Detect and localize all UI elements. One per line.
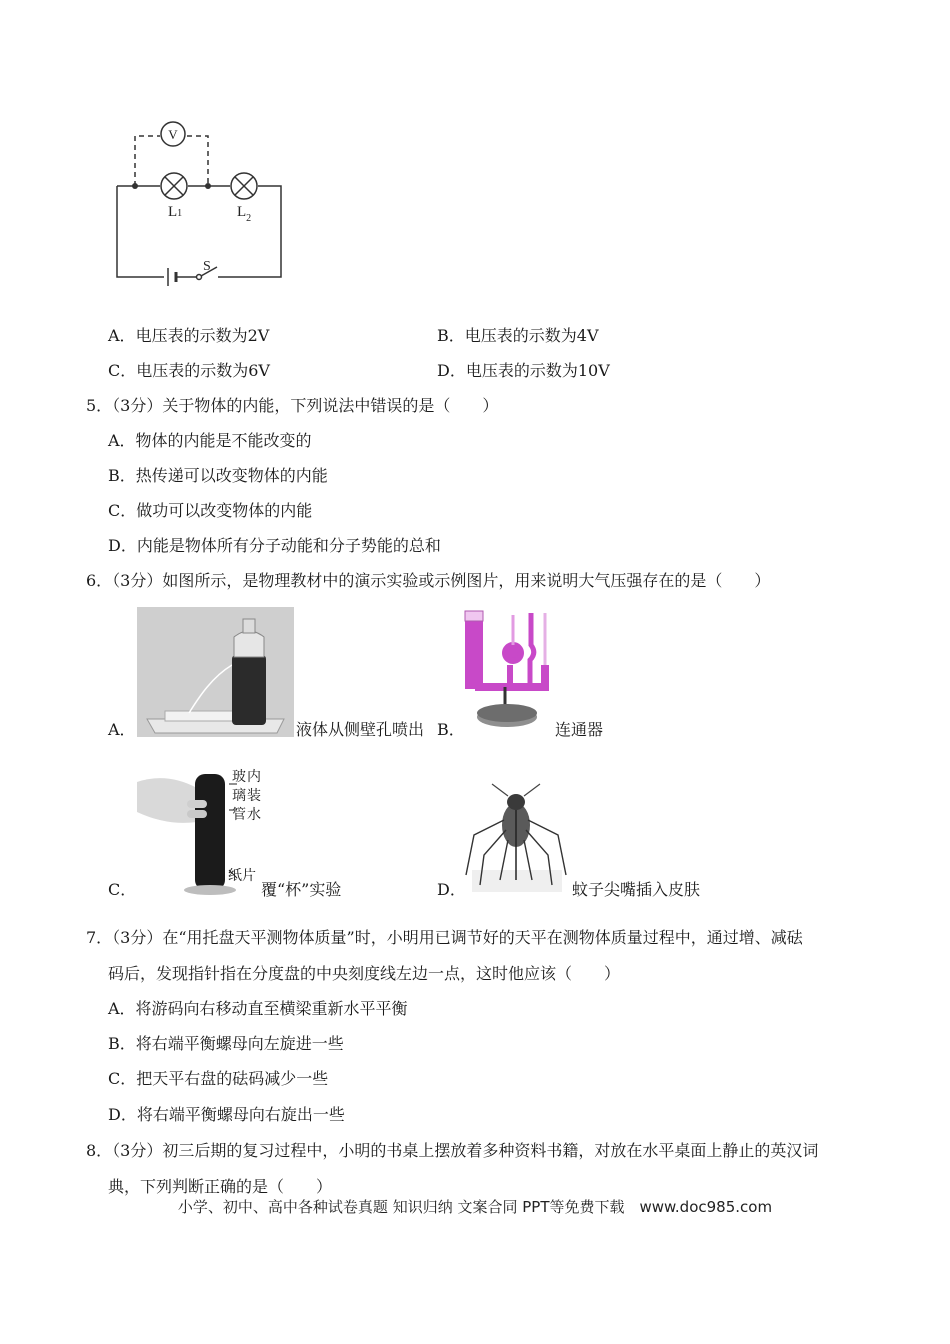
q8-stem-line2: 典，下列判断正确的是（ ） [108, 1177, 333, 1196]
svg-text:L2 [237, 204, 251, 224]
lamp1-subscript: 1 [177, 208, 183, 219]
q7-option-c: C．把天平右盘的砝码减少一些 [108, 1069, 329, 1088]
lamp1-label: L [168, 204, 178, 220]
tube-label-char: 管 [232, 807, 246, 823]
option-letter: B． [437, 326, 465, 345]
tube-label-char: 玻 [232, 769, 246, 785]
q4-option-c [108, 361, 270, 381]
bottle-spray-photo [137, 607, 294, 737]
voltmeter-symbol [161, 122, 185, 146]
paper-label: 纸片 [228, 868, 256, 884]
tube-label-col2 [247, 768, 261, 825]
voltmeter-label: V [168, 127, 178, 142]
q4-option-d [437, 361, 610, 381]
q7-stem-line1: 7．（3分）在“用托盘天平测物体质量”时，小明用已调节好的天平在测物体质量过程中，通过增、减砝 [86, 928, 803, 947]
q5-option-b: B．热传递可以改变物体的内能 [108, 466, 328, 485]
lamp-l1-symbol [161, 173, 187, 220]
q6-stem: 6．（3分）如图所示，是物理教材中的演示实验或示例图片，用来说明大气压强存在的是（ ） [86, 571, 771, 590]
q6-option-d-caption: 蚊子尖嘴插入皮肤 [572, 880, 701, 899]
q6-option-a-letter: A． [108, 720, 136, 739]
switch-symbol [197, 259, 218, 280]
q4-option-b [437, 326, 599, 346]
connected-vessels-image [455, 605, 555, 740]
tube-label-char: 装 [247, 788, 261, 804]
mosquito-image [462, 780, 570, 895]
option-letter: A． [108, 326, 136, 345]
q6-option-d-letter: D． [437, 880, 466, 899]
tube-label-char: 水 [247, 807, 261, 823]
q7-option-a: A．将游码向右移动直至横梁重新水平平衡 [108, 999, 408, 1018]
option-letter: D． [437, 361, 466, 380]
option-text: 电压表的示数为10V [465, 361, 610, 380]
q5-option-d: D．内能是物体所有分子动能和分子势能的总和 [108, 536, 441, 555]
q4-option-a [108, 326, 269, 346]
q5-option-c: C．做功可以改变物体的内能 [108, 501, 313, 520]
option-letter: C． [108, 361, 137, 380]
lamp2-label: L [237, 204, 247, 220]
circuit-diagram [100, 118, 300, 293]
page-footer: 小学、初中、高中各种试卷真题 知识归纳 文案合同 PPT等免费下载 www.doc985.com [177, 1198, 773, 1216]
battery-symbol [168, 268, 196, 286]
q5-stem: 5．（3分）关于物体的内能，下列说法中错误的是（ ） [86, 396, 499, 415]
tube-label-col1 [232, 768, 246, 825]
option-text: 电压表的示数为2V [135, 326, 270, 345]
option-text: 电压表的示数为6V [136, 361, 270, 380]
q7-option-b: B．将右端平衡螺母向左旋进一些 [108, 1034, 344, 1053]
switch-label: S [203, 259, 211, 274]
lamp2-subscript: 2 [246, 213, 252, 224]
tube-label-char: 璃 [232, 788, 246, 804]
q6-option-c-caption: 覆“杯”实验 [261, 880, 342, 899]
tube-label-char: 内 [247, 769, 261, 785]
q7-option-d: D．将右端平衡螺母向右旋出一些 [108, 1105, 345, 1124]
q8-stem-line1: 8．（3分）初三后期的复习过程中，小明的书桌上摆放着多种资料书籍，对放在水平桌面上静止的英汉词 [86, 1141, 819, 1160]
q6-option-b-letter: B． [437, 720, 465, 739]
q6-option-c-letter: C． [108, 880, 137, 899]
q7-stem-line2: 码后，发现指针指在分度盘的中央刻度线左边一点，这时他应该（ ） [108, 964, 621, 983]
lamp-l2-symbol [231, 173, 257, 224]
option-text: 电压表的示数为4V [464, 326, 599, 345]
q5-option-a: A．物体的内能是不能改变的 [108, 431, 312, 450]
q6-option-b-caption: 连通器 [555, 720, 604, 739]
svg-text:L1 [168, 204, 182, 220]
q6-option-a-caption: 液体从侧壁孔喷出 [296, 720, 425, 739]
